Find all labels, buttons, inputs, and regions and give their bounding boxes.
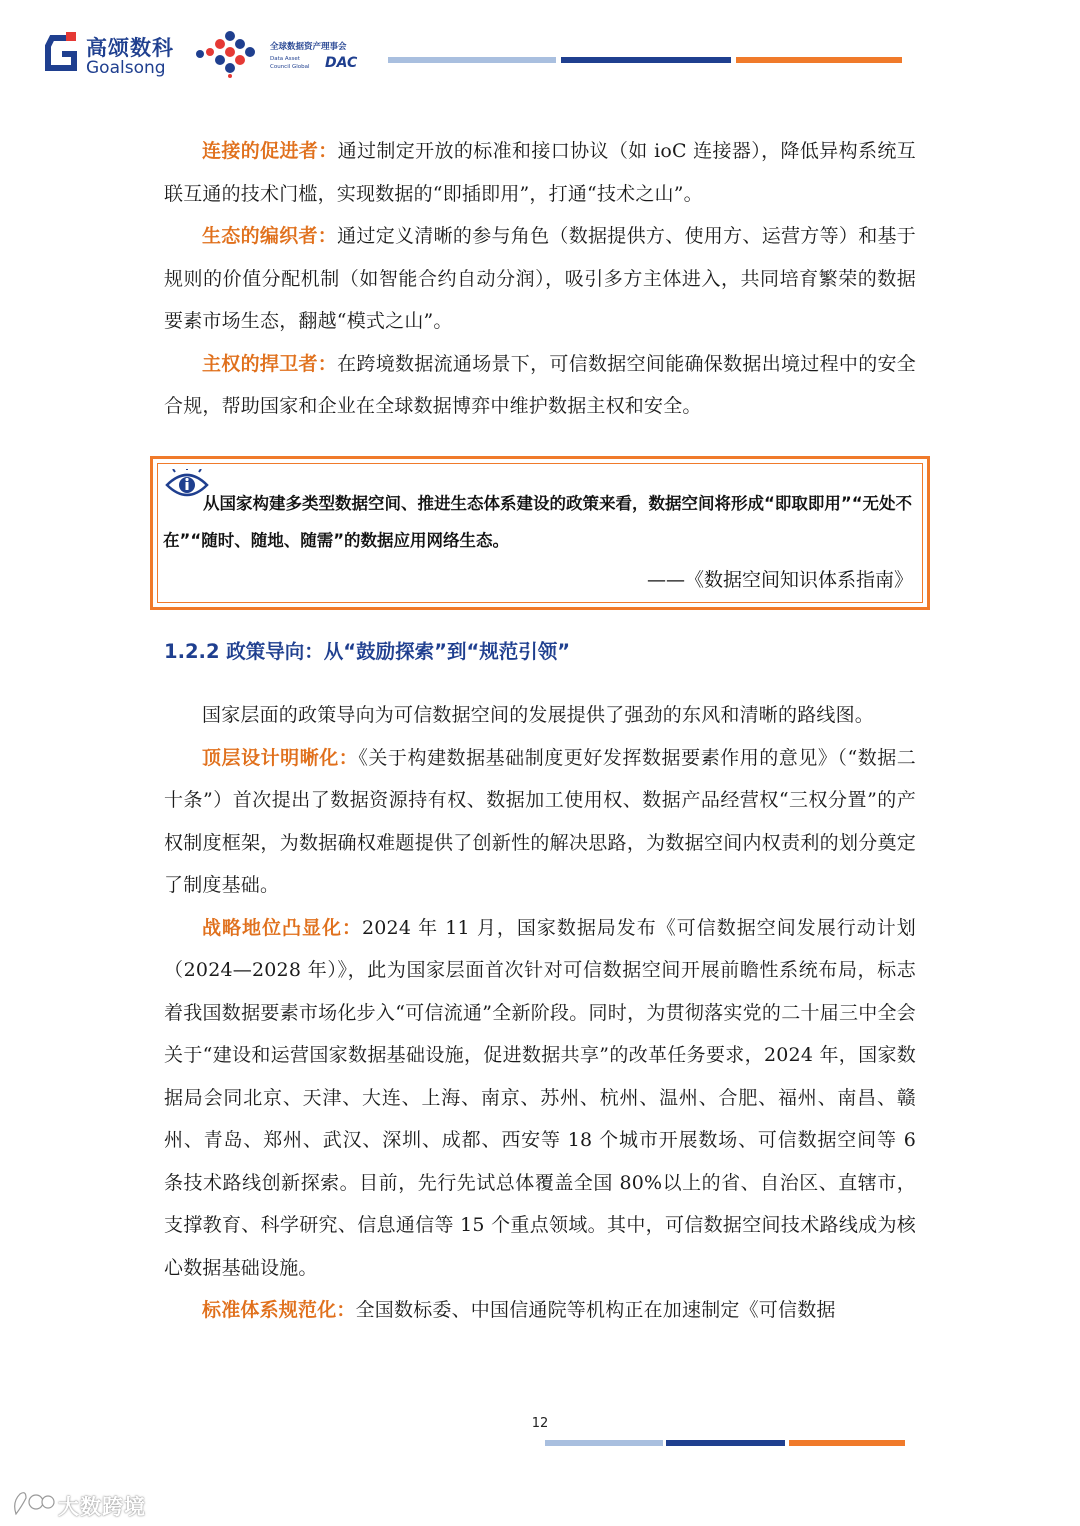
paragraph — [164, 907, 916, 1290]
logo2-cn: 全球数据资产理事会 — [270, 42, 347, 52]
paragraph-text: 《关于构建数据基础制度更好发挥数据要素作用的意见》（“数据二十条”）首次提出了数据资源持有权、数据加工使用权、数据产品经营权“三权分置”的产权制度框架，为数据确权难题提供了创新性的解决思路，为数据空间内权责利的划分奠定了制度基础。 — [164, 746, 916, 896]
paragraph — [164, 343, 916, 428]
paragraph — [164, 1289, 916, 1332]
paragraph — [164, 694, 916, 737]
dac-logo — [192, 30, 372, 80]
paragraph-lead: 顶层设计明晰化： — [202, 746, 359, 769]
footer-bar-orange — [789, 1440, 905, 1446]
logo1-en: Goalsong — [86, 58, 166, 78]
paragraph-lead: 标准体系规范化： — [202, 1299, 356, 1321]
footer-bar-light — [545, 1440, 663, 1446]
section-title: 1.2.2 政策导向：从“鼓励探索”到“规范引领” — [164, 640, 571, 663]
quote-source: ——《数据空间知识体系指南》 — [646, 569, 913, 591]
watermark-text: 大数跨境 — [58, 1495, 146, 1519]
paragraph-text: 通过定义清晰的参与角色（数据提供方、使用方、运营方等）和基于规则的价值分配机制（如智能合约自动分润），吸引多方主体进入，共同培育繁荣的数据要素市场生态，翻越“模式之山”。 — [164, 225, 916, 332]
header-bar-light — [388, 57, 556, 63]
logo2-abbr: DAC — [325, 55, 358, 71]
paragraph-lead: 连接的促进者： — [202, 140, 338, 162]
footer-bar-dark — [666, 1440, 785, 1446]
watermark-logo-icon — [12, 1488, 56, 1518]
top-paragraphs — [164, 130, 916, 428]
paragraph-text: 2024 年 11 月，国家数据局发布《可信数据空间发展行动计划（2024—2028 年）》，此为国家层面首次针对可信数据空间开展前瞻性系统布局，标志着我国数据要素市场化步入“可信流通”全新阶段。同时，为贯彻落实党的二十届三中全会关于“建设和运营国家数据基础设施，促进数据共享”的改革任务要求，2024 年，国家数据局会同北京、天津、大连、上海、南京、苏州、杭州、温州、合肥、福州、南昌、赣州、青岛、郑州、武汉、深圳、成都、西安等 18 个城市开展数场、可信数据空间等 6 条技术路线创新探索。目前，先行先试总体覆盖全国 80%以上的省、自治区、直辖市，支撑教育、科学研究、信息通信等 15 个重点领域。其中，可信数据空间技术路线成为核心数据基础设施。 — [164, 916, 916, 1279]
paragraph-text: 在跨境数据流通场景下，可信数据空间能确保数据出境过程中的安全合规，帮助国家和企业在全球数据博弈中维护数据主权和安全。 — [164, 352, 916, 417]
page-header — [0, 0, 1080, 110]
bottom-paragraphs — [164, 694, 916, 1332]
paragraph-lead: 战略地位凸显化： — [202, 916, 362, 939]
header-bar-orange — [736, 57, 902, 63]
watermark — [12, 1488, 152, 1522]
quote-box — [150, 456, 930, 610]
paragraph — [164, 130, 916, 215]
goalsong-logo — [44, 32, 184, 82]
dac-dots-icon — [192, 30, 262, 78]
quote-text: 从国家构建多类型数据空间、推进生态体系建设的政策来看，数据空间将形成“即取即用”“无处不在”“随时、随地、随需”的数据应用网络生态。 — [163, 494, 913, 550]
paragraph-text: 通过制定开放的标准和接口协议（如 ioC 连接器），降低异构系统互联互通的技术门槛，实现数据的“即插即用”，打通“技术之山”。 — [164, 140, 916, 205]
logo2-en2: Council Global — [270, 64, 310, 70]
paragraph — [164, 737, 916, 907]
header-bar-dark — [561, 57, 731, 63]
page-number: 12 — [531, 1416, 549, 1431]
paragraph-text: 全国数标委、中国信通院等机构正在加速制定《可信数据 — [355, 1299, 836, 1321]
paragraph-lead: 主权的捍卫者： — [202, 352, 338, 375]
logo1-cn: 高颂数科 — [86, 36, 174, 60]
paragraph-lead: 生态的编织者： — [202, 225, 338, 247]
paragraph-text: 国家层面的政策导向为可信数据空间的发展提供了强劲的东风和清晰的路线图。 — [202, 704, 875, 726]
paragraph — [164, 215, 916, 343]
goalsong-g-logo-icon — [44, 32, 80, 76]
logo2-en1: Data Asset — [270, 56, 300, 62]
